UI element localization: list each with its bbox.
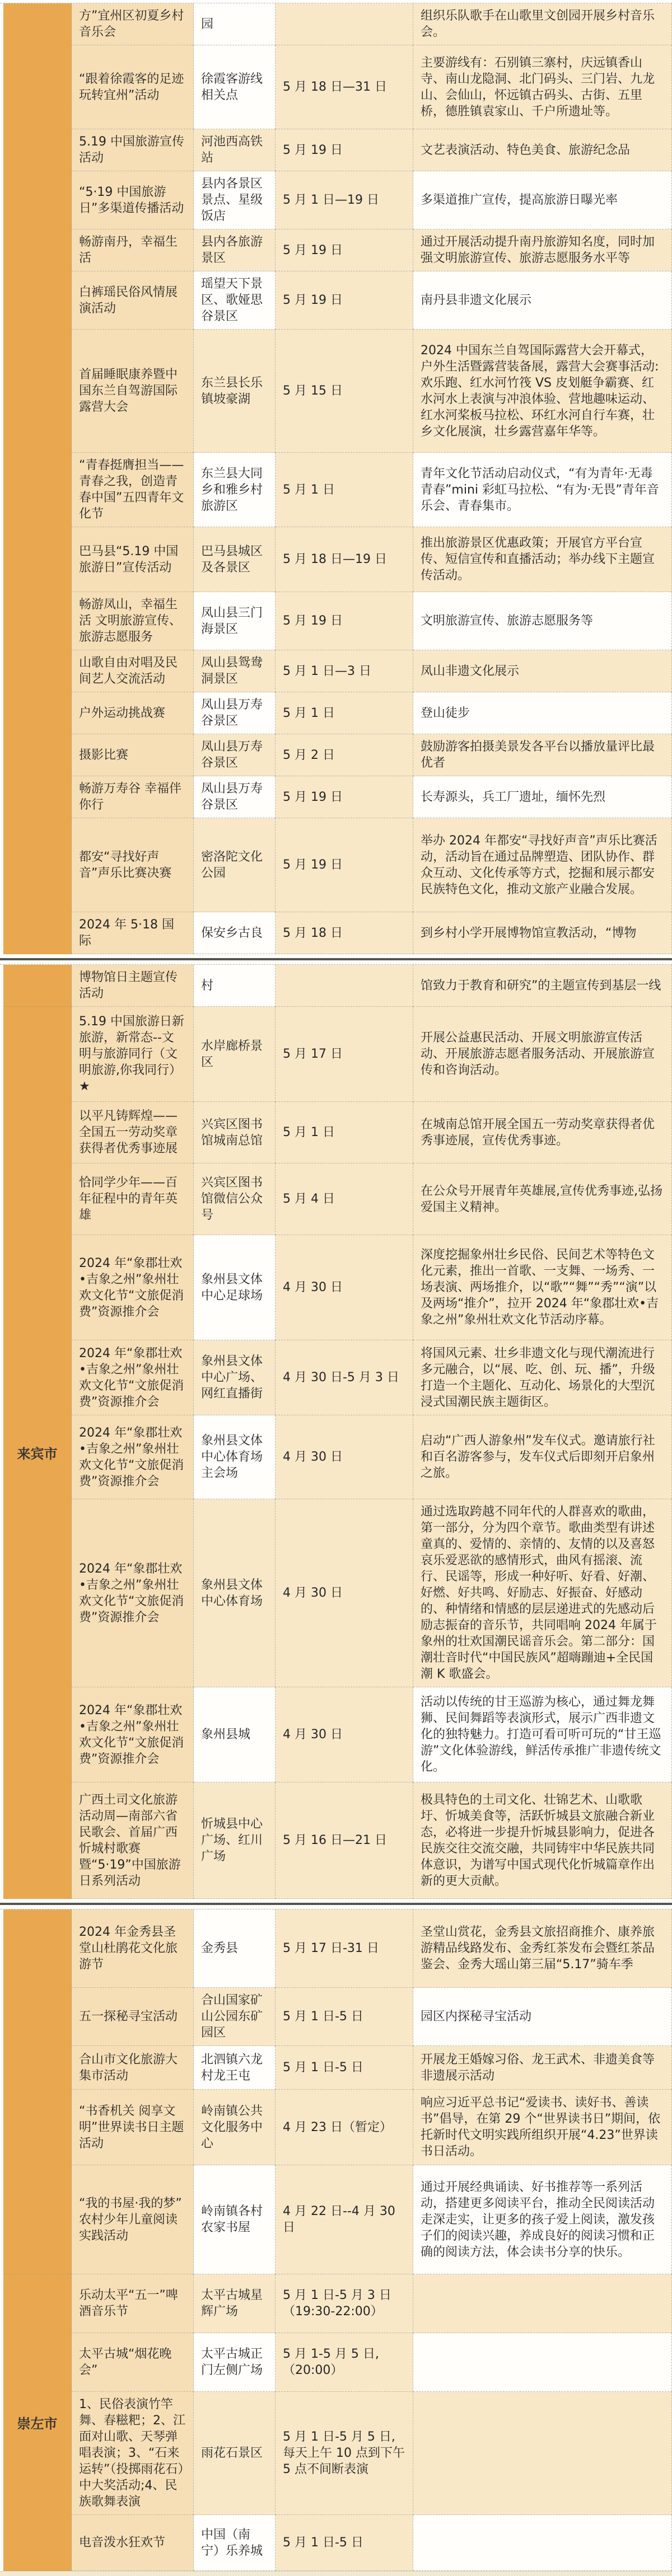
date-cell: 4 月 30 日 [276, 1499, 413, 1687]
content-cell: 青年文化节活动启动仪式，“有为青年·无毒青春”mini 彩虹马拉松、“有为·无畏”青年音乐会、青春集市。 [413, 453, 672, 527]
activity-cell: 户外运动挑战赛 [72, 692, 194, 734]
content-cell: 推出旅游景区优惠政策；开展官方平台宣传、短信宣传和直播活动；举办线下主题宣传活动。 [413, 527, 672, 592]
location-cell: 河池西高铁站 [194, 129, 276, 171]
content-cell: 响应习近平总书记“爱读书、读好书、善读书”倡导，在第 29 个“世界读书日”期间，依托新时代文明实践所组织开展“4.23”世界读书日活动。 [413, 2090, 672, 2165]
content-cell: 通过开展经典诵读、好书推荐等一系列活动，搭建更多阅读平台，推动全民阅读活动走深走实，让更多的孩子爱上阅读，激发孩子们的阅读兴趣，养成良好的阅读习惯和正确的阅读方法，体会读书分享的快乐。 [413, 2165, 672, 2274]
content-cell: 极具特色的土司文化、壮锦艺术、山歌歌圩、忻城美食等，活跃忻城县文旅融合新业态，必将进一步提升忻城县影响力，促进各民族交往交流交融，共同铸牢中华民族共同体意识，为谱写中国式现代化忻城篇章作出新的更大贡献。 [413, 1782, 672, 1899]
city-cell [3, 1007, 72, 1899]
activity-cell: 2024 年“象郡壮欢•吉象之州”象州壮欢文化节“文旅促消费”资源推介会 [72, 1340, 194, 1415]
location-cell: 岭南镇各村农家书屋 [194, 2165, 276, 2274]
content-cell: 在城南总馆开展全国五一劳动奖章获得者优秀事迹展，宣传优秀事迹。 [413, 1102, 672, 1163]
page-break-divider [0, 1899, 672, 1909]
activity-cell: 2024 年“象郡壮欢•吉象之州”象州壮欢文化节“文旅促消费”资源推介会 [72, 1235, 194, 1340]
content-cell: 通过选取跨越不同年代的人群喜欢的歌曲，第一部分，分为四个章节。歌曲类型有讲述童真的、爱情的、亲情的、友情的以及喜怒哀乐爱恶欲的感情形式，曲风有摇滚、流行、民谣等，形成一种好听、好看、好潮、好燃、好共鸣、好励志、好振奋、好感动的、种情绪和情感的层层递进式的先感动后励志振奋的音乐节，共同唱响 2024 年属于象州的壮欢国潮民谣音乐会。第二部分：国潮壮音时代“中国民族风”超嗨蹦迪+全民国潮 K 歌盛会。 [413, 1499, 672, 1687]
date-cell: 5 月 1-5 月 5 日, （20:00） [276, 2333, 413, 2392]
location-cell: 东兰县大同乡和雅乡村旅游区 [194, 453, 276, 527]
location-cell: 中国（南宁）乐养城 [194, 2515, 276, 2571]
activity-cell: 合山市文化旅游大集市活动 [72, 2046, 194, 2090]
content-cell [413, 2274, 672, 2333]
activity-cell: 2024 年“象郡壮欢•吉象之州”象州壮欢文化节“文旅促消费”资源推介会 [72, 1687, 194, 1782]
table-page-2 [0, 964, 672, 1899]
location-cell: 凤山县三门海景区 [194, 592, 276, 650]
location-cell: 象州县城 [194, 1687, 276, 1782]
table-page-1 [0, 3, 672, 954]
activity-cell: “跟着徐霞客的足迹玩转宜州”活动 [72, 45, 194, 129]
activity-cell: 2024 年“象郡壮欢•吉象之州”象州壮欢文化节“文旅促消费”资源推介会 [72, 1499, 194, 1687]
activity-cell: 电音泼水狂欢节 [72, 2515, 194, 2571]
activity-cell: 乐动太平“五一”啤酒音乐节 [72, 2274, 194, 2333]
activity-cell: “书香机关 阅享文明”世界读书日主题活动 [72, 2090, 194, 2165]
activity-cell: 5.19 中国旅游宣传活动 [72, 129, 194, 171]
activity-cell: 2024 年金秀县圣堂山杜鹃花文化旅游节 [72, 1909, 194, 1988]
date-cell: 5 月 1 日-5 月 5 日, 每天上午 10 点到下午 5 点不间断表演 [276, 2392, 413, 2515]
city-label: 崇左市 [17, 2416, 58, 2432]
content-cell: 将国风元素、壮乡非遗文化与现代潮流进行多元融合，以“展、吃、创、玩、播”，升级打造一个主题化、互动化、场景化的大型沉浸式国潮民族主题街区。 [413, 1340, 672, 1415]
content-cell: 文艺表演活动、特色美食、旅游纪念品 [413, 129, 672, 171]
date-cell: 5 月 19 日 [276, 271, 413, 330]
content-cell [413, 2333, 672, 2392]
date-cell [276, 965, 413, 1007]
content-cell: 主要游线有：石别镇三寨村，庆远镇香山寺、南山龙隐洞、北门码头、三门岩、九龙山、会仙山，怀远镇古码头、古街、五里桥，德胜镇袁家山、千户所遗址等。 [413, 45, 672, 129]
date-cell: 5 月 1 日—3 日 [276, 650, 413, 692]
activity-cell: 以平凡铸辉煌——全国五一劳动奖章获得者优秀事迹展 [72, 1102, 194, 1163]
date-cell: 5 月 19 日 [276, 592, 413, 650]
location-cell: 象州县文体中心体育场主会场 [194, 1415, 276, 1499]
content-cell: 园区内探秘寻宝活动 [413, 1988, 672, 2046]
location-cell: 徐霞客游线相关点 [194, 45, 276, 129]
content-cell: 2024 中国东兰自驾国际露营大会开幕式，户外生活暨露营装备展，露营大会赛事活动:欢乐跑、红水河竹筏 VS 皮划艇争霸赛、红水河水上表演与冲浪体验、营地趣味运动、红水河桨板马拉松、环红水河自行车赛，壮乡文化展演，壮乡露营嘉年华等。 [413, 330, 672, 453]
activity-cell: 广西土司文化旅游活动周—南部六省民歌会、首届广西忻城村歌赛暨“5·19”中国旅游日系列活动 [72, 1782, 194, 1899]
location-cell: 象州县文体中心体育场 [194, 1499, 276, 1687]
activity-cell: 2024 年“象郡壮欢•吉象之州”象州壮欢文化节“文旅促消费”资源推介会 [72, 1415, 194, 1499]
activity-cell: 畅游万寿谷 幸福伴你行 [72, 776, 194, 818]
content-cell: 文明旅游宣传、旅游志愿服务等 [413, 592, 672, 650]
table-pages-container [0, 3, 672, 2571]
date-cell: 4 月 22 日--4 月 30 日 [276, 2165, 413, 2274]
date-cell: 5 月 1 日-5 日 [276, 2515, 413, 2571]
date-cell: 5 月 17 日-31 日 [276, 1909, 413, 1988]
content-cell: 开展龙王婚嫁习俗、龙王武术、非遗美食等非遗展示活动 [413, 2046, 672, 2090]
activity-cell: 2024 年 5·18 国际 [72, 912, 194, 954]
activity-cell: 博物馆日主题宣传活动 [72, 965, 194, 1007]
location-cell: 水岸廊桥景区 [194, 1007, 276, 1102]
activity-cell: 白裤瑶民俗风情展演活动 [72, 271, 194, 330]
location-cell: 兴宾区图书馆城南总馆 [194, 1102, 276, 1163]
location-cell: 密洛陀文化公园 [194, 818, 276, 912]
date-cell: 5 月 1 日-5 日 [276, 2046, 413, 2090]
location-cell: 县内各旅游景区 [194, 229, 276, 271]
activity-cell: “5·19 中国旅游日”多渠道传播活动 [72, 171, 194, 229]
activity-cell: 畅游南丹，幸福生活 [72, 229, 194, 271]
activity-cell: 巴马县“5.19 中国旅游日”宣传活动 [72, 527, 194, 592]
date-cell: 5 月 1 日 [276, 453, 413, 527]
location-cell: 凤山县万寿谷景区 [194, 776, 276, 818]
content-cell [413, 2392, 672, 2515]
content-cell: 开展公益惠民活动、开展文明旅游宣传活动、开展旅游志愿者服务活动、开展旅游宣传和咨询活动。 [413, 1007, 672, 1102]
city-cell-unlabeled [3, 3, 72, 954]
date-cell: 4 月 30 日 [276, 1415, 413, 1499]
content-cell: 凤山非遗文化展示 [413, 650, 672, 692]
date-cell: 5 月 4 日 [276, 1163, 413, 1235]
location-cell: 巴马县城区及各景区 [194, 527, 276, 592]
date-cell: 4 月 30 日-5 月 3 日 [276, 1340, 413, 1415]
location-cell: 东兰县长乐镇坡豪湖 [194, 330, 276, 453]
content-cell: 启动“广西人游象州”发车仪式。邀请旅行社和百名游客参与，发车仪式后即刻开启象州之旅。 [413, 1415, 672, 1499]
date-cell: 5 月 18 日 [276, 912, 413, 954]
city-label: 来宾市 [17, 1446, 58, 1462]
activity-cell: 太平古城“烟花晚会” [72, 2333, 194, 2392]
date-cell: 4 月 30 日 [276, 1235, 413, 1340]
date-cell: 5 月 18 日—19 日 [276, 527, 413, 592]
content-cell [413, 2515, 672, 2571]
content-cell: 长寿源头，兵工厂遗址，缅怀先烈 [413, 776, 672, 818]
content-cell: 举办 2024 年都安“寻找好声音”声乐比赛活动，活动旨在通过品牌塑造、团队协作、群众互动、文化传承等方式，挖掘和展示都安民族特色文化，推动文旅产业融合发展。 [413, 818, 672, 912]
activity-cell: 畅游凤山，幸福生活 文明旅游宣传、旅游志愿服务 [72, 592, 194, 650]
location-cell: 合山国家矿山公园东矿园区 [194, 1988, 276, 2046]
activity-cell: “我的书屋·我的梦” 农村少年儿童阅读实践活动 [72, 2165, 194, 2274]
activity-cell: 1、民俗表演竹竿舞、春糍粑；2、江面对山歌、天琴弹唱表演；3、“石来运转”（投掷雨花石）中大奖活动;4、民族歌舞表演 [72, 2392, 194, 2515]
activity-cell: 5.19 中国旅游日新旅游，新常态--文明与旅游同行（文明旅游,你我同行）★ [72, 1007, 194, 1102]
content-cell: 组织乐队歌手在山歌里文创园开展乡村音乐会。 [413, 3, 672, 45]
location-cell: 园 [194, 3, 276, 45]
city-cell-unlabeled [3, 965, 72, 1007]
date-cell: 5 月 19 日 [276, 129, 413, 171]
date-cell: 5 月 19 日 [276, 776, 413, 818]
date-cell: 5 月 1 日—19 日 [276, 171, 413, 229]
date-cell: 5 月 19 日 [276, 818, 413, 912]
date-cell: 5 月 16 日—21 日 [276, 1782, 413, 1899]
date-cell [276, 3, 413, 45]
table-page-3 [0, 1909, 672, 2571]
date-cell: 5 月 17 日 [276, 1007, 413, 1102]
location-cell: 凤山县鸳鸯洞景区 [194, 650, 276, 692]
location-cell: 雨花石景区 [194, 2392, 276, 2515]
content-cell: 登山徒步 [413, 692, 672, 734]
content-cell: 通过开展活动提升南丹旅游知名度，同时加强文明旅游宣传、旅游志愿服务水平等 [413, 229, 672, 271]
date-cell: 5 月 19 日 [276, 229, 413, 271]
content-cell: 多渠道推广宣传，提高旅游日曝光率 [413, 171, 672, 229]
location-cell: 北泗镇六龙村龙王屯 [194, 2046, 276, 2090]
activity-cell: 都安“寻找好声音”声乐比赛决赛 [72, 818, 194, 912]
date-cell: 5 月 1 日-5 月 3 日 （19:30-22:00） [276, 2274, 413, 2333]
location-cell: 凤山县万寿谷景区 [194, 734, 276, 776]
city-cell [3, 2274, 72, 2571]
location-cell: 瑶望天下景区、歌娅思谷景区 [194, 271, 276, 330]
city-cell-unlabeled [3, 1909, 72, 2274]
date-cell: 4 月 30 日 [276, 1687, 413, 1782]
location-cell: 象州县文体中心足球场 [194, 1235, 276, 1340]
location-cell: 兴宾区图书馆微信公众号 [194, 1163, 276, 1235]
date-cell: 5 月 1 日-5 日 [276, 1988, 413, 2046]
content-cell: 圣堂山赏花，金秀县文旅招商推介、康养旅游精品线路发布、金秀红茶发布会暨红茶品鉴会、金秀大瑶山第三届“5.17”骑车季 [413, 1909, 672, 1988]
date-cell: 5 月 1 日 [276, 1102, 413, 1163]
content-cell: 馆致力于教育和研究”的主题宣传到基层一线 [413, 965, 672, 1007]
content-cell: 到乡村小学开展博物馆宣教活动，“博物 [413, 912, 672, 954]
location-cell: 太平古城正门左侧广场 [194, 2333, 276, 2392]
location-cell: 太平古城星辉广场 [194, 2274, 276, 2333]
location-cell: 凤山县万寿谷景区 [194, 692, 276, 734]
content-cell: 南丹县非遗文化展示 [413, 271, 672, 330]
activity-cell: 恰同学少年——百年征程中的青年英雄 [72, 1163, 194, 1235]
content-cell: 在公众号开展青年英雄展,宣传优秀事迹,弘扬爱国主义精神。 [413, 1163, 672, 1235]
location-cell: 忻城县中心广场、红川广场 [194, 1782, 276, 1899]
content-cell: 深度挖掘象州壮乡民俗、民间艺术等特色文化元素，推出一首歌、一支舞、一场秀、一场表演、两场推介，以“歌”“舞”“秀”“演”以及两场“推介”，拉开 2024 年“象郡壮欢•吉象之州”象州壮欢文化节活动序幕。 [413, 1235, 672, 1340]
date-cell: 5 月 2 日 [276, 734, 413, 776]
content-cell: 鼓励游客拍摄美景发各平台以播放量评比最优者 [413, 734, 672, 776]
page-bottom-edge [0, 2571, 672, 2576]
date-cell: 4 月 23 日（暂定） [276, 2090, 413, 2165]
location-cell: 岭南镇公共文化服务中心 [194, 2090, 276, 2165]
date-cell: 5 月 18 日—31 日 [276, 45, 413, 129]
activity-cell: 方”宜州区初夏乡村音乐会 [72, 3, 194, 45]
activity-cell: 五一探秘寻宝活动 [72, 1988, 194, 2046]
date-cell: 5 月 1 日 [276, 692, 413, 734]
page-break-divider [0, 954, 672, 964]
location-cell: 县内各景区景点、星级饭店 [194, 171, 276, 229]
location-cell: 金秀县 [194, 1909, 276, 1988]
location-cell: 象州县文体中心广场、网红直播街 [194, 1340, 276, 1415]
location-cell: 村 [194, 965, 276, 1007]
activity-cell: “青春挺膺担当——青春之我，创造青春中国”五四青年文化节 [72, 453, 194, 527]
activity-cell: 山歌自由对唱及民间艺人交流活动 [72, 650, 194, 692]
activity-cell: 摄影比赛 [72, 734, 194, 776]
activity-cell: 首届睡眠康养暨中国东兰自驾游国际露营大会 [72, 330, 194, 453]
date-cell: 5 月 15 日 [276, 330, 413, 453]
location-cell: 保安乡古良 [194, 912, 276, 954]
content-cell: 活动以传统的甘王巡游为核心，通过舞龙舞狮、民间舞蹈等表演形式，展示广西非遗文化的独特魅力。打造可看可听可玩的“甘王巡游”文化体验游线，鲜活传承推广非遗传统文化。 [413, 1687, 672, 1782]
